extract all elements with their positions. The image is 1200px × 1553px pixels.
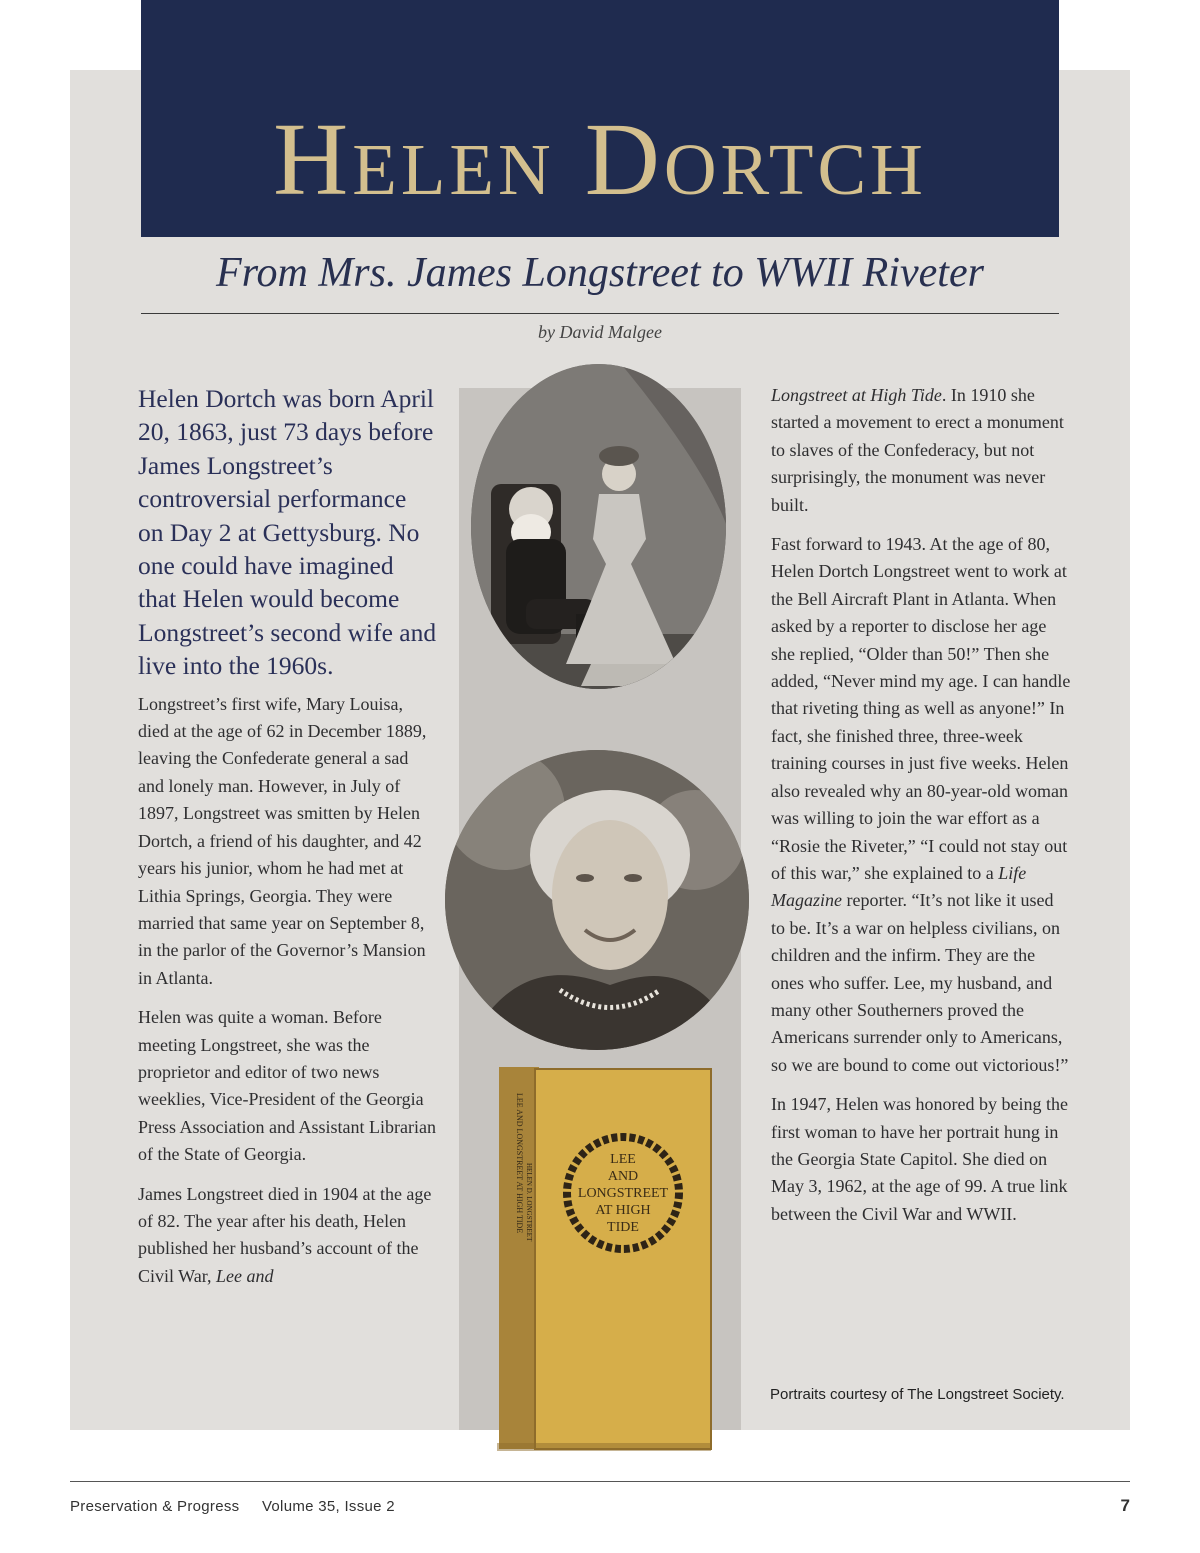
footer-publication-info <box>70 1498 413 1515</box>
page-number: 7 <box>1120 1496 1130 1515</box>
wedding-portrait-photo <box>471 364 726 689</box>
lede-paragraph: Helen Dortch was born April 20, 1863, just 73 days before James Longstreet’s controversial performance on Day 2 at Gettysburg. No one could have imagined that Helen would become Longstreet’s second wife and live into the 1960s. <box>138 384 437 681</box>
book-spine-author: HELEN D. LONGSTREET <box>525 1163 533 1242</box>
body-paragraph <box>771 382 1071 519</box>
body-paragraph <box>138 1181 438 1291</box>
elderly-portrait-photo <box>445 750 749 1050</box>
body-paragraph: Helen was quite a woman. Before meeting Longstreet, she was the proprietor and editor of two news weeklies, Vice-President of the Georgia Press Association and Assistant Librarian of the State of Georgia. <box>138 1007 436 1165</box>
book-cover-line: TIDE <box>607 1220 639 1235</box>
body-text: reporter. “It’s not like it used to be. It’s a war on helpless civilians, on children and the infirm. They are the ones who suffer. Lee, my husband, and many other Southerners proved the Americans surrender only to Americans, so we are bound to come out victorious!” <box>771 890 1069 1075</box>
body-paragraph: In 1947, Helen was honored by being the first woman to have her portrait hung in the Georgia State Capitol. She died on May 3, 1962, at the age of 99. A true link between the Civil War and WWII. <box>771 1094 1068 1224</box>
body-text: James Longstreet died in 1904 at the age of 82. The year after his death, Helen published her husband’s account of the Civil War, <box>138 1183 432 1286</box>
body-text: Fast forward to 1943. At the age of 80, Helen Dortch Longstreet went to work at the Bell Aircraft Plant in Atlanta. When asked by a reporter to disclose her age she replied, “Older than 50!” Then she added, “Never mind my age. I can handle that riveting thing as well as anyone!” In fact, she finished three, three-week training courses in just five weeks. Helen also revealed why an 80-year-old woman was willing to join the war effort as a “Rosie the Riveter,” “I could not stay out of this war,” she explained to a <box>771 534 1071 883</box>
book-spine-title: LEE AND LONGSTREET AT HIGH TIDE <box>515 1093 524 1234</box>
book-title-italic: Lee and <box>216 1265 274 1286</box>
elderly-portrait-illustration <box>445 750 749 1050</box>
book-cover-line: LONGSTREET <box>577 1186 669 1201</box>
photo-credit: Portraits courtesy of The Longstreet Society. <box>770 1386 1065 1403</box>
issue-label: Volume 35, Issue 2 <box>261 1498 395 1515</box>
title-banner <box>141 0 1059 237</box>
body-text: . In 1910 she started a movement to erect a monument to slaves of the Confederacy, but not surprisingly, the monument was never built. <box>771 385 1064 515</box>
magazine-title-italic: Life Magazine <box>771 862 1027 911</box>
publication-name: Preservation & Progress <box>70 1498 240 1515</box>
title-divider <box>141 313 1059 314</box>
book-cover-line: LEE <box>610 1152 636 1167</box>
book-illustration <box>495 1063 715 1453</box>
article-subtitle: From Mrs. James Longstreet to WWII Riveter <box>216 250 984 296</box>
book-cover-line: AND <box>607 1169 639 1184</box>
book-title-italic: Longstreet at High Tide <box>771 385 942 405</box>
body-paragraph <box>771 531 1071 1079</box>
book-image <box>495 1063 715 1453</box>
right-column <box>771 382 1071 1240</box>
wedding-portrait-illustration <box>471 364 726 689</box>
book-cover-line: AT HIGH <box>595 1203 651 1218</box>
byline: by David Malgee <box>538 322 662 342</box>
body-paragraph: Longstreet’s first wife, Mary Louisa, died at the age of 62 in December 1889, leaving the Confederate general a sad and lonely man. However, in July of 1897, Longstreet was smitten by Helen Dortch, a friend of his daughter, and 42 years his junior, whom he had met at Lithia Springs, Georgia. They were married that same year on September 8, in the parlor of the Governor’s Mansion in Atlanta. <box>138 693 427 988</box>
page-title: Helen Dortch <box>273 102 927 217</box>
footer-divider <box>70 1481 1130 1482</box>
left-column <box>138 382 438 1302</box>
